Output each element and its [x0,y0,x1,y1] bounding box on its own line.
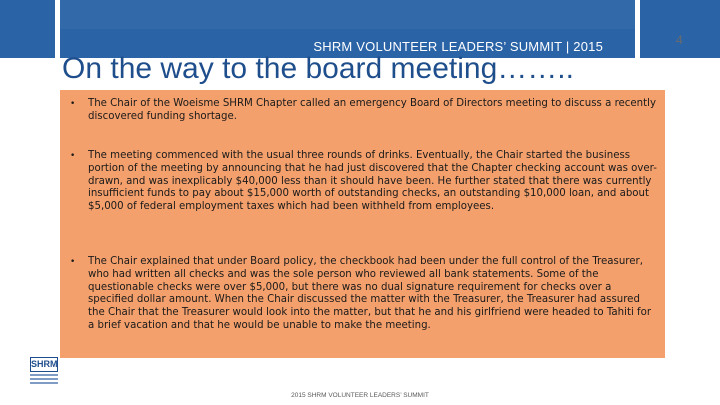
shrm-logo [30,357,64,387]
bullet-item [60,150,657,214]
shrm-logo-tagline [30,374,58,386]
bullet-item [60,256,657,333]
content-box [60,90,665,358]
bullet-dot-icon: • [70,151,76,161]
slide-title: On the way to the board meeting…….. [62,52,574,85]
header-band [60,0,635,58]
shrm-logo-mark: SHRM [30,357,58,372]
slide-number: 4 [676,33,683,47]
bullet-text: The Chair of the Woeisme SHRM Chapter called an emergency Board of Directors meeting to discuss a recently discovered funding shortage. [88,98,656,122]
footer-text: 2015 SHRM VOLUNTEER LEADERS’ SUMMIT [291,392,429,399]
bullet-text: The meeting commenced with the usual three rounds of drinks. Eventually, the Chair started the business portion of the meeting by announcing that he had just discovered that the Chapter checking account was over-drawn, and was inexplicably $40,000 less than it should have been. He further stated that there was currently insufficient funds to pay about $15,000 worth of outstanding checks, an outstanding $10,000 loan, and about $5,000 of federal employment taxes which had been withheld from employees. [88,150,657,213]
bullet-text: The Chair explained that under Board policy, the checkbook had been under the full control of the Treasurer, who had written all checks and was the sole person who reviewed all bank statements. Some of the questionable checks were over $5,000, but there was no dual signature requirement for checks over a specified dollar amount. When the Chair discussed the matter with the Treasurer, the Treasurer had assured the Chair that the Treasurer would look into the matter, but that he and his girlfriend were headed to Tahiti for a brief vacation and that he would be unable to make the meeting. [88,256,652,331]
bullet-dot-icon: • [70,99,76,109]
bullet-dot-icon: • [70,257,76,267]
bullet-item [60,98,657,124]
header-left-bar [0,0,55,58]
header-right-bar [640,0,720,58]
header-title: SHRM VOLUNTEER LEADERS’ SUMMIT | 2015 [313,39,603,54]
